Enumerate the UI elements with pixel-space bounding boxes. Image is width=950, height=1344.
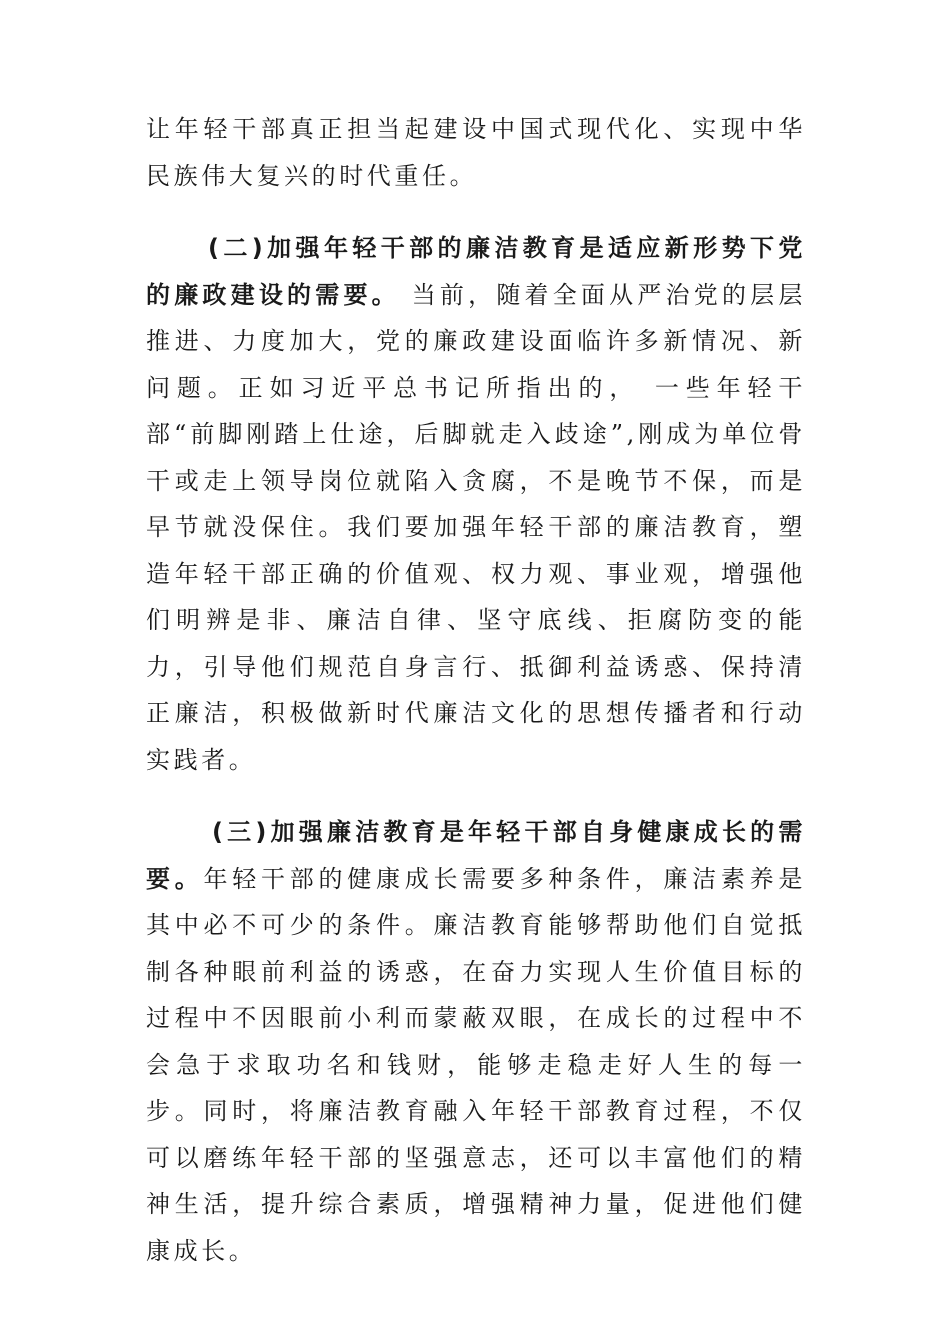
section-3-heading: (三)加强廉洁教育是年轻干部自身健康成长的需要。 [146,818,806,893]
document-page [146,106,806,1274]
section-2-heading: (二)加强年轻干部的廉洁教育是适应新形势下党的廉政建设的需要。 [146,234,806,309]
section-3-body: 年轻干部的健康成长需要多种条件，廉洁素养是其中必不可少的条件。廉洁教育能够帮助他们自觉抵制各种眼前利益的诱惑，在奋力实现人生价值目标的过程中不因眼前小利而蒙蔽双眼，在成长的过程中不会急于求取功名和钱财，能够走稳走好人生的每一步。同时，将廉洁教育融入年轻干部教育过程，不仅可以磨练年轻干部的坚强意志，还可以丰富他们的精神生活，提升综合素质，增强精神力量，促进他们健康成长。 [146,864,806,1265]
paragraph-text: 让年轻干部真正担当起建设中国式现代化、实现中华民族伟大复兴的时代重任。 [146,115,806,190]
section-2-body: 当前，随着全面从严治党的层层推进、力度加大，党的廉政建设面临许多新情况、新问题。正如习近平总书记所指出的， 一些年轻干部“前脚刚踏上仕途，后脚就走入歧途”,刚成为单位骨干或走上领导岗位就陷入贪腐，不是晚节不保，而是早节就没保住。我们要加强年轻干部的廉洁教育，塑造年轻干部正确的价值观、权力观、事业观，增强他们明辨是非、廉洁自律、坚守底线、拒腐防变的能力，引导他们规范自身言行、抵御利益诱惑、保持清正廉洁，积极做新时代廉洁文化的思想传播者和行动实践者。 [146,280,806,774]
paragraph-section-2 [146,225,806,783]
paragraph-continuation [146,106,806,199]
paragraph-section-3 [146,809,806,1274]
